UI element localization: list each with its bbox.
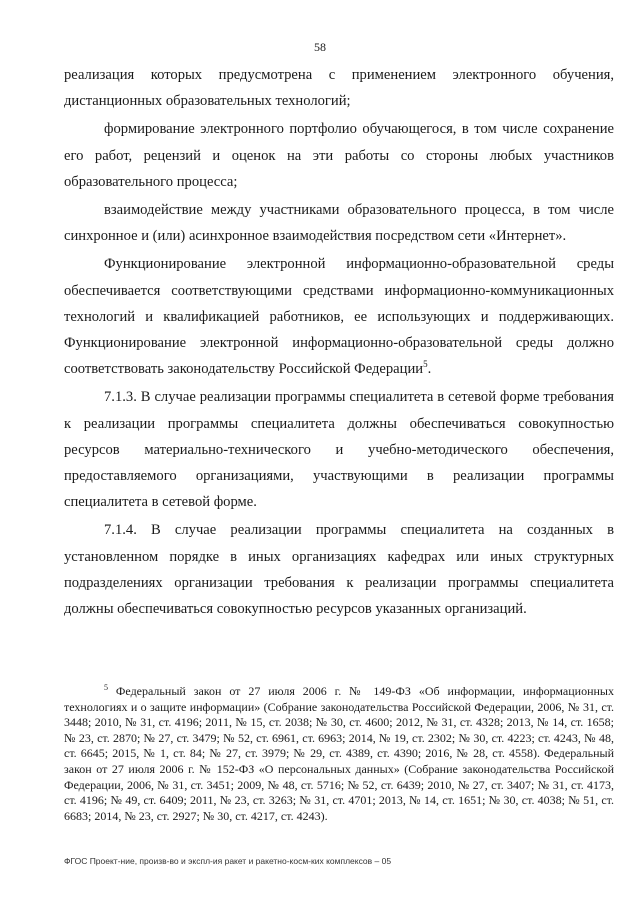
paragraph: 7.1.3. В случае реализации программы специалитета в сетевой форме требования к реализации программы специалитета должны обеспечиваться совокупностью ресурсов материально-технического и учебно-методического обеспечения, предоставляемого организациями, участвующими в реализации программы специалитета в сетевой форме. [64, 389, 614, 511]
footnote [64, 684, 614, 824]
paragraph-continued: реализация которых предусмотрена с применением электронного обучения, дистанционных образовательных технологий; [64, 67, 614, 110]
footnote-paragraph [64, 684, 614, 824]
body-text [64, 62, 614, 622]
footnote-mark: 5 [104, 683, 108, 692]
footnote-reference[interactable]: 5 [423, 359, 428, 370]
paragraph-with-footnote [64, 251, 614, 382]
paragraph-text: Функционирование электронной информационно-образовательной среды обеспечивается соответствующими средствами информационно-коммуникационных технологий и квалификацией работников, ее использующих и поддерживающих. Функционирование электронной информационно-образовательной среды должно соответствовать законодательству Российской Федерации [64, 256, 614, 378]
paragraph: взаимодействие между участниками образовательного процесса, в том числе синхронное и (или) асинхронное взаимодействия посредством сети «Интернет». [64, 202, 614, 245]
paragraph: формирование электронного портфолио обучающегося, в том числе сохранение его работ, рецензий и оценок на эти работы со стороны любых участников образовательного процесса; [64, 121, 614, 190]
page-number: 58 [314, 40, 326, 54]
paragraph-period: . [427, 361, 432, 378]
footnote-text: Федеральный закон от 27 июля 2006 г. № 149-ФЗ «Об информации, информационных технологиях и о защите информации» (Собрание законодательства Российской Федерации, 2006, № 31, ст. 3448; 2010, № 31, ст. 4196; 2011, № 15, ст. 2038; № 30, ст. 4600; 2012, № 31, ст. 4328; 2013, № 14, ст. 1658; № 23, ст. 2870; № 27, ст. 3479; № 52, ст. 6961, ст. 6963; 2014, № 19, ст. 2302; № 30, ст. 4223; ст. 4243, № 48, ст. 6645; 2015, № 1, ст. 84; № 27, ст. 3979; № 29, ст. 4389, ст. 4390; 2016, № 28, ст. 4558). Федеральный закон от 27 июля 2006 г. № 152-ФЗ «О персональных данных» (Собрание законодательства Российской Федерации, 2006, № 31, ст. 3451; 2009, № 48, ст. 5716; № 52, ст. 6439; 2010, № 27, ст. 3407; № 31, ст. 4173, ст. 4196; № 49, ст. 6409; 2011, № 23, ст. 3263; № 31, ст. 4701; 2013, № 14, ст. 1651; № 30, ст. 4038; № 51, ст. 6683; 2014, № 23, ст. 2927; № 30, ст. 4217, ст. 4243). [64, 684, 614, 823]
page-footer: ФГОС Проект-ние, произв-во и экспл-ия ракет и ракетно-косм-ких комплексов – 05 [64, 856, 392, 866]
paragraph: 7.1.4. В случае реализации программы специалитета на созданных в установленном порядке в иных организациях кафедрах или иных структурных подразделениях организации требования к реализации программы специалитета должны обеспечиваться совокупностью ресурсов указанных организаций. [64, 522, 614, 618]
